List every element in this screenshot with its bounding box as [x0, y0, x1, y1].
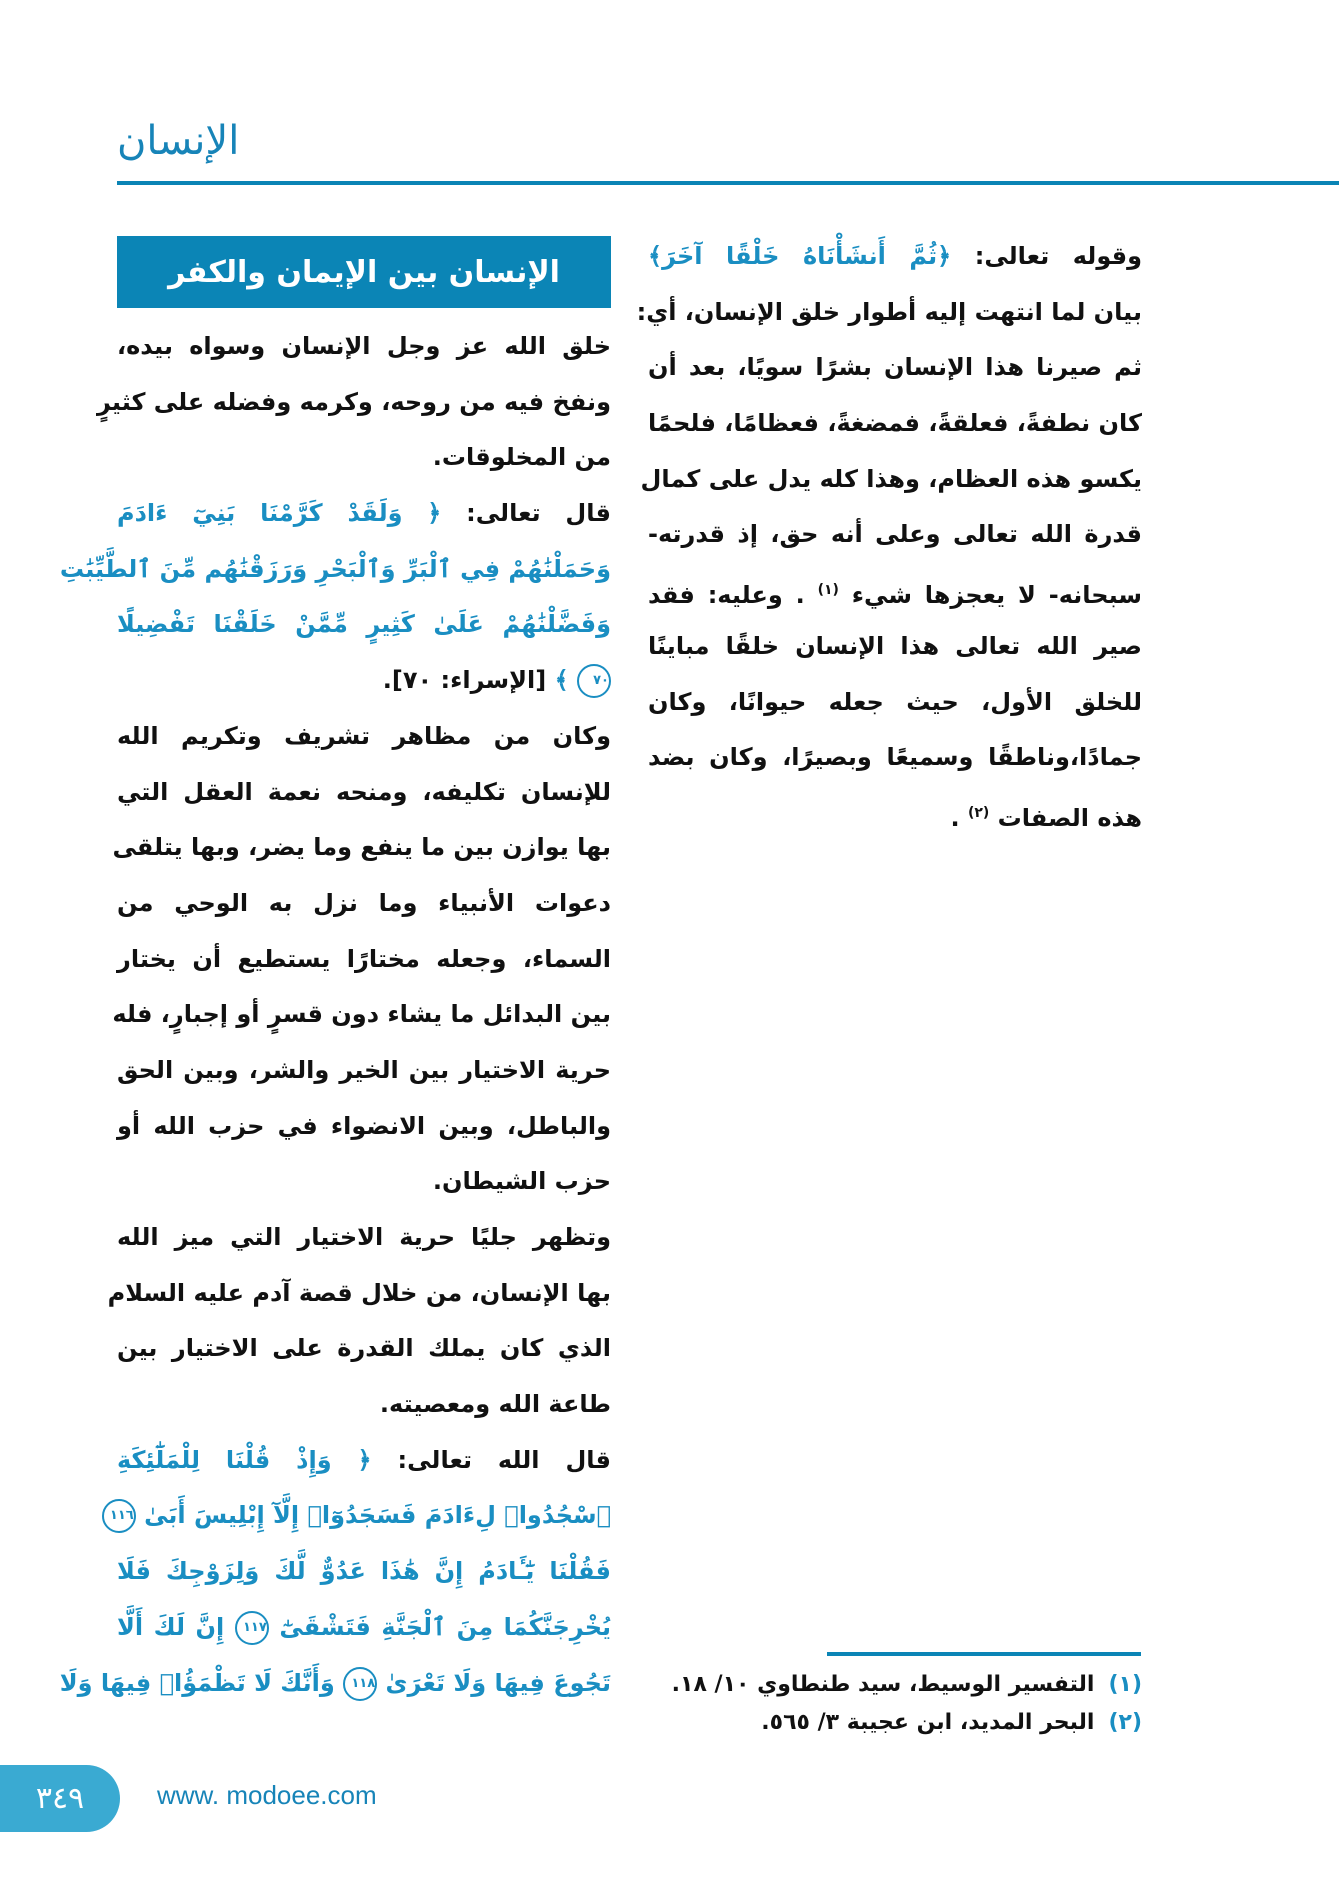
quran-verse: وَحَمَلْنَٰهُمْ فِي ٱلْبَرِّ وَٱلْبَحْرِ وَرَزَقْنَٰهُم مِّنَ ٱلطَّيِّبَٰتِ: [59, 554, 611, 583]
left-column-text: [59, 319, 612, 1711]
text-line: [117, 765, 611, 821]
text-line: [117, 1043, 611, 1099]
text-line: [117, 1210, 611, 1266]
text-line: [117, 1099, 611, 1155]
text-line: [117, 319, 611, 375]
page-number-badge: [0, 1765, 120, 1832]
text-line: [648, 229, 1142, 285]
body-text: قال تعالى:: [441, 499, 611, 528]
quran-verse: وَأَنَّكَ لَا تَظْمَؤُا۟ فِيهَا وَلَا: [59, 1668, 335, 1697]
footnote-number: (٢): [1108, 1710, 1142, 1735]
body-text: قدرة الله تعالى وعلى أنه حق، إذ قدرته-: [648, 520, 1142, 549]
body-text: وتظهر جليًا حرية الاختيار التي ميز الله: [117, 1223, 611, 1251]
body-text: قال الله تعالى:: [371, 1445, 611, 1474]
quran-verse: يُخْرِجَنَّكُمَا مِنَ ٱلْجَنَّةِ فَتَشْقَىٰٓ: [279, 1612, 612, 1641]
footnote-text: التفسير الوسيط، سيد طنطاوي ١٠/ ١٨.: [671, 1672, 1095, 1697]
body-text: ونفخ فيه من روحه، وكرمه وفضله على كثيرٍ: [96, 387, 611, 416]
page-number: ٣٤٩: [35, 1781, 85, 1816]
text-line: [117, 932, 611, 988]
body-text: والباطل، وبين الانضواء في حزب الله أو: [117, 1111, 611, 1140]
quran-verse: ٱسْجُدُوا۟ لِءَادَمَ فَسَجَدُوٓا۟ إِلَّآ إِبْلِيسَ أَبَىٰ: [144, 1501, 611, 1530]
body-text: من المخلوقات.: [432, 443, 611, 472]
text-line: [117, 1544, 611, 1600]
quran-verse: تَجُوعَ فِيهَا وَلَا تَعْرَىٰ: [385, 1668, 611, 1697]
footnote-1: [650, 1666, 1142, 1704]
quran-verse: إِنَّ لَكَ أَلَّا: [117, 1612, 225, 1641]
body-text: جمادًا،وناطقًا وسميعًا وبصيرًا، وكان بضد: [648, 743, 1142, 772]
right-column-text: [636, 229, 1142, 842]
footnotes: [650, 1666, 1142, 1742]
body-text: حزب الشيطان.: [432, 1167, 611, 1196]
text-line: [59, 542, 611, 598]
body-text: دعوات الأنبياء وما نزل به الوحي من: [117, 888, 611, 917]
website-url[interactable]: www. modoee.com: [157, 1780, 377, 1810]
quran-verse: ﴿ثُمَّ أَنشَأْنَاهُ خَلْقًا آخَرَ﴾: [648, 242, 952, 270]
body-text: للخلق الأول، حيث جعله حيوانًا، وكان: [648, 687, 1142, 716]
text-line: [648, 507, 1142, 563]
body-text: وقوله تعالى:: [951, 242, 1142, 270]
text-line: [648, 619, 1142, 675]
text-line: [117, 597, 611, 653]
quran-verse: ﴿ وَلَقَدْ كَرَّمْنَا بَنِيٓ ءَادَمَ: [117, 499, 442, 528]
body-text: خلق الله عز وجل الإنسان وسواه بيده،: [117, 332, 611, 360]
body-text: هذه الصفات: [997, 803, 1142, 832]
quran-verse: ﴾: [554, 666, 569, 695]
verse-number-marker: ٧٠: [577, 664, 611, 698]
text-line: [59, 1656, 611, 1712]
quran-verse: فَقُلْنَا يَٰٓـَٔادَمُ إِنَّ هَٰذَا عَدُوٌّ لَّكَ وَلِزَوْجِكَ فَلَا: [117, 1557, 611, 1586]
text-line: [117, 1154, 611, 1210]
body-text: .: [950, 803, 960, 832]
footnote-2: [650, 1704, 1142, 1742]
section-title-banner: [117, 236, 611, 308]
section-title: الإنسان بين الإيمان والكفر: [168, 254, 560, 290]
text-line: [648, 563, 1142, 619]
text-line: [648, 730, 1142, 786]
text-line: [648, 786, 1142, 842]
body-text: بين البدائل ما يشاء دون قسرٍ أو إجبارٍ، فله: [112, 1000, 611, 1029]
text-line: [117, 1433, 611, 1489]
quran-verse: وَفَضَّلْنَٰهُمْ عَلَىٰ كَثِيرٍ مِّمَّنْ خَلَقْنَا تَفْضِيلًا: [117, 610, 611, 639]
quran-verse: ﴿ وَإِذْ قُلْنَا لِلْمَلَٰٓئِكَةِ: [117, 1445, 372, 1474]
body-text: يكسو هذه العظام، وهذا كله يدل على كمال: [640, 464, 1142, 493]
body-text: ثم صيرنا هذا الإنسان بشرًا سويًا، بعد أن: [648, 353, 1142, 382]
text-line: [117, 486, 611, 542]
text-line: [117, 876, 611, 932]
text-line: [117, 709, 611, 765]
text-line: [96, 375, 611, 431]
body-text: للإنسان تكليفه، ومنحه نعمة العقل التي: [117, 777, 611, 806]
body-text: السماء، وجعله مختارًا يستطيع أن يختار: [117, 944, 611, 973]
text-line: [117, 430, 611, 486]
body-text: وكان من مظاهر تشريف وتكريم الله: [117, 721, 611, 750]
footnote-ref: (١): [817, 582, 839, 599]
footnote-number: (١): [1108, 1672, 1142, 1697]
footnote-text: البحر المديد، ابن عجيبة ٣/ ٥٦٥.: [761, 1710, 1095, 1735]
body-text: كان نطفةً، فعلقةً، فمضغةً، فعظامًا، فلحمًا: [648, 409, 1142, 438]
text-line: [640, 452, 1142, 508]
text-line: [109, 1488, 611, 1544]
text-line: [107, 1266, 611, 1322]
text-line: [112, 820, 611, 876]
text-line: [648, 396, 1142, 452]
verse-number-marker: ١١٦: [102, 1499, 136, 1533]
header-rule: [117, 181, 1339, 185]
citation-text: [الإسراء: ٧٠].: [382, 666, 547, 695]
body-text: بيان لما انتهت إليه أطوار خلق الإنسان، أي:: [636, 297, 1142, 326]
text-line: [117, 653, 611, 709]
text-line: [648, 340, 1142, 396]
text-line: [117, 1377, 611, 1433]
footnote-ref: (٢): [967, 804, 990, 821]
chapter-title: الإنسان: [117, 118, 240, 164]
body-text: الذي كان يملك القدرة على الاختيار بين: [117, 1334, 611, 1363]
body-text: بها الإنسان، من خلال قصة آدم عليه السلام: [107, 1278, 611, 1307]
body-text: طاعة الله ومعصيته.: [379, 1390, 611, 1419]
body-text: حرية الاختيار بين الخير والشر، وبين الحق: [117, 1055, 611, 1084]
verse-number-marker: ١١٧: [235, 1611, 269, 1645]
body-text: بها يوازن بين ما ينفع وما يضر، وبها يتلقى: [112, 833, 611, 862]
text-line: [112, 987, 611, 1043]
text-line: [117, 1600, 611, 1656]
text-line: [117, 1321, 611, 1377]
footnote-divider: [827, 1652, 1141, 1656]
body-text: . وعليه: فقد: [648, 581, 805, 610]
text-line: [648, 675, 1142, 731]
text-line: [636, 285, 1142, 341]
body-text: صير الله تعالى هذا الإنسان خلقًا مباينًا: [648, 631, 1142, 660]
verse-number-marker: ١١٨: [343, 1667, 377, 1701]
body-text: سبحانه- لا يعجزها شيء: [851, 581, 1142, 610]
